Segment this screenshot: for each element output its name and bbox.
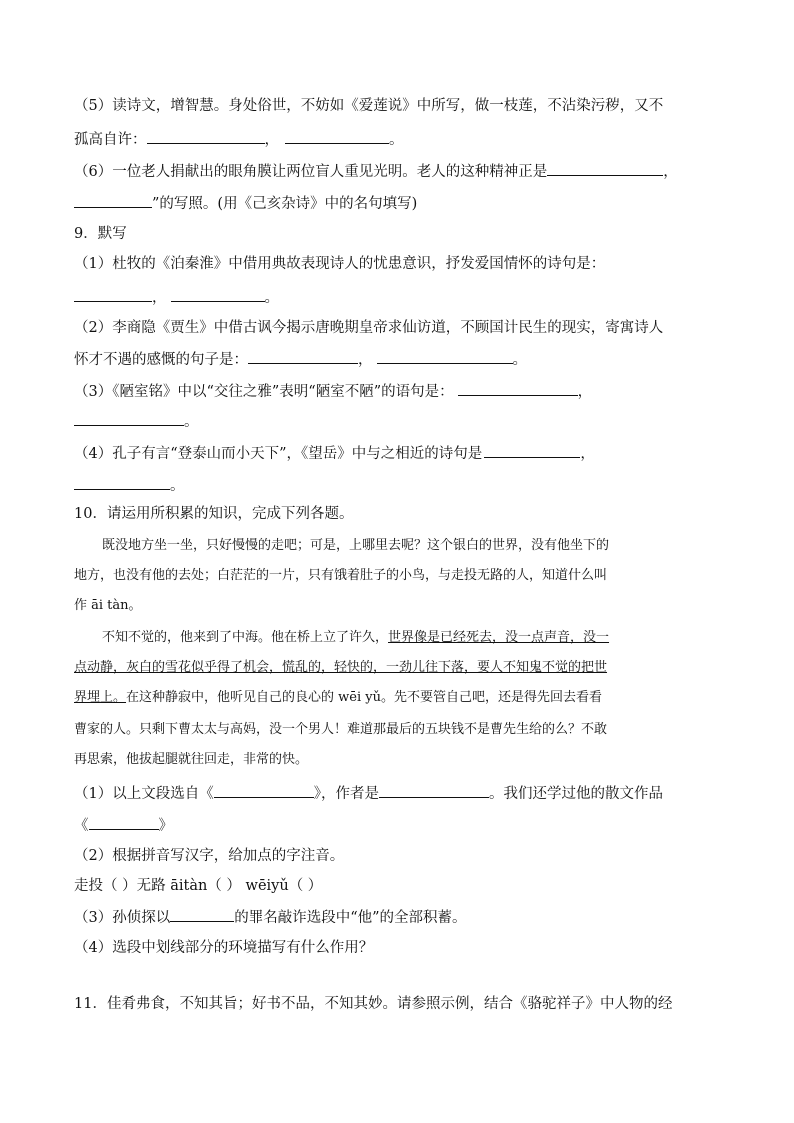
comma: ， xyxy=(152,290,167,306)
passage-line-7: 曹家的人。只剩下曹太太与高妈，没一个男人！难道那最后的五块钱不是曹先生给的么？不敢 xyxy=(74,722,608,737)
answer-blank[interactable] xyxy=(285,128,389,144)
q10-p1-text3: 。我们还学过他的散文作品 xyxy=(488,786,663,802)
q8-p6-text: （6）一位老人捐献出的眼角膜让两位盲人重见光明。老人的这种精神正是 xyxy=(74,164,548,180)
period: 。 xyxy=(264,290,279,306)
q10-p1-line2 xyxy=(74,814,173,836)
passage-line-4 xyxy=(102,628,609,648)
q9-p3-line2 xyxy=(74,410,199,432)
q9-p2-line2 xyxy=(74,348,527,370)
answer-blank[interactable] xyxy=(147,128,265,144)
comma: ， xyxy=(358,352,373,368)
q8-p6-line1 xyxy=(74,160,678,182)
period: 。 xyxy=(512,352,527,368)
q8-p5-line2 xyxy=(74,128,404,150)
q9-title: 9．默写 xyxy=(74,226,127,242)
q9-p1-line1: （1）杜牧的《泊秦淮》中借用典故表现诗人的忧患意识，抒发爱国情怀的诗句是： xyxy=(74,256,606,272)
q10-p4: （4）选段中划线部分的环境描写有什么作用？ xyxy=(74,940,374,956)
passage-line-6 xyxy=(74,688,602,708)
q8-p5-prefix: 孤高自许： xyxy=(74,132,147,148)
q10-p2: （2）根据拼音写汉字，给加点的字注音。 xyxy=(74,848,345,864)
q9-p3-line1 xyxy=(74,380,592,402)
answer-blank[interactable] xyxy=(377,348,513,364)
q10-p1-line1 xyxy=(74,782,663,804)
underlined-passage: 世界像是已经死去，没一点声音，没一 xyxy=(388,630,610,645)
open-bracket: 《 xyxy=(74,818,89,834)
passage-line-5: 点动静，灰白的雪花似乎得了机会，慌乱的，轻快的，一劲儿往下落，要人不知鬼不觉的把世 xyxy=(74,660,608,675)
period: 。 xyxy=(389,132,404,148)
passage-line-2: 地方，也没有他的去处；白茫茫的一片，只有饿着肚子的小鸟，与走投无路的人，知道什么叫 xyxy=(74,568,608,583)
close-bracket: 》 xyxy=(158,818,173,834)
comma: ， xyxy=(577,384,593,400)
comma: ， xyxy=(580,446,595,462)
q10-p3-text: （3）孙侦探以 xyxy=(74,910,171,926)
passage-text: 不知不觉的，他来到了中海。他在桥上立了许久， xyxy=(102,630,389,645)
underlined-passage: 界埋上。 xyxy=(74,690,127,705)
period: 。 xyxy=(170,478,185,494)
answer-blank[interactable] xyxy=(458,380,578,396)
passage-line-8: 再思索，他拔起腿就往回走，非常的快。 xyxy=(74,752,309,767)
answer-blank[interactable] xyxy=(171,286,265,302)
q9-p2-line1: （2）李商隐《贾生》中借古讽今揭示唐晚期皇帝求仙访道，不顾国计民生的现实，寄寓诗人 xyxy=(74,320,664,336)
q10-p2-items: 走投（ ）无路 āitàn（ ） wēiyǔ（ ） xyxy=(74,878,323,894)
q10-title: 10．请运用所积累的知识，完成下列各题。 xyxy=(74,506,354,522)
passage-line-1: 既没地方坐一坐，只好慢慢的走吧；可是，上哪里去呢？这个银白的世界，没有他坐下的 xyxy=(102,538,610,553)
q9-p2-prefix: 怀才不遇的感慨的句子是： xyxy=(74,352,248,368)
q9-p3-text: （3）《陋室铭》中以“交往之雅”表明“陋室不陋”的语句是： xyxy=(74,384,454,400)
answer-blank[interactable] xyxy=(89,814,159,830)
passage-line-3: 作 āi tàn。 xyxy=(74,598,142,613)
q10-p3-text2: 的罪名敲诈选段中“他”的全部积蓄。 xyxy=(234,910,467,926)
q8-p5-line1: （5）读诗文，增智慧。身处俗世，不妨如《爱莲说》中所写，做一枝莲，不沾染污秽，又不 xyxy=(74,98,664,114)
answer-blank[interactable] xyxy=(248,348,358,364)
answer-blank[interactable] xyxy=(170,906,234,922)
answer-blank[interactable] xyxy=(379,782,489,798)
comma: ， xyxy=(264,132,279,148)
passage-text: 在这种静寂中，他听见自己的良心的 wēi yǔ。先不要管自己吧，还是得先回去看看 xyxy=(126,690,602,705)
answer-blank[interactable] xyxy=(74,286,152,302)
answer-blank[interactable] xyxy=(74,474,170,490)
answer-blank[interactable] xyxy=(484,442,580,458)
q9-p4-line2 xyxy=(74,474,185,496)
period: 。 xyxy=(184,414,199,430)
answer-blank[interactable] xyxy=(547,160,663,176)
q9-p1-line2 xyxy=(74,286,279,308)
q8-p6-suffix: ”的写照。(用《己亥杂诗》中的名句填写) xyxy=(152,196,418,212)
q9-p4-text: （4）孔子有言“登泰山而小天下”，《望岳》中与之相近的诗句是 xyxy=(74,446,483,462)
q8-p6-line2 xyxy=(74,192,417,214)
answer-blank[interactable] xyxy=(74,410,184,426)
q11-line: 11．佳肴弗食，不知其旨；好书不品，不知其妙。请参照示例，结合《骆驼祥子》中人物的经 xyxy=(74,996,673,1012)
q9-p4-line1 xyxy=(74,442,595,464)
answer-blank[interactable] xyxy=(74,192,152,208)
q10-p1-text2: 》，作者是 xyxy=(313,786,379,802)
q10-p1-text: （1）以上文段选自《 xyxy=(74,786,214,802)
comma: ， xyxy=(663,164,678,180)
answer-blank[interactable] xyxy=(214,782,314,798)
q10-p3 xyxy=(74,906,467,928)
